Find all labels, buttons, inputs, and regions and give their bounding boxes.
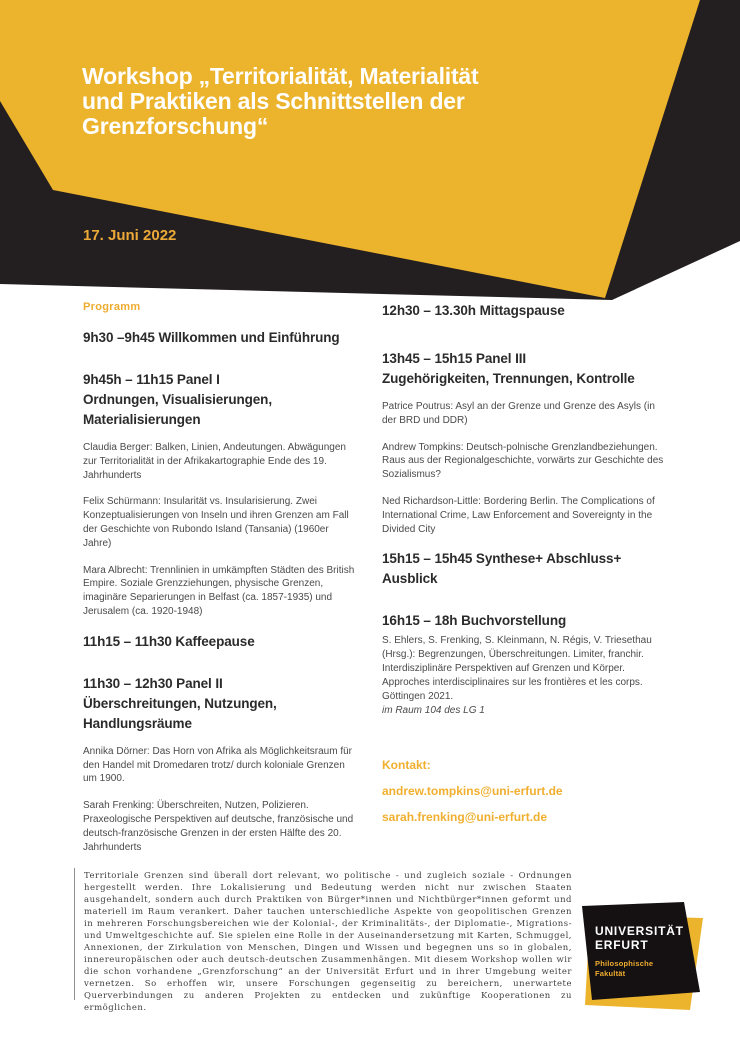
session-panel-1 bbox=[83, 370, 355, 430]
panel-1-topic-2: Materialisierungen bbox=[83, 412, 201, 427]
book-presentation-details: S. Ehlers, S. Frenking, S. Kleinmann, N. Régis, V. Triesethau (Hrsg.): Begrenzungen, Überschreitungen. Limiter, franchir. Interdisziplinäre Perspektiven auf Grenzen und Körper. Approches interdisciplinaires sur les frontières et les corps. Göttingen 2021. bbox=[382, 635, 652, 702]
session-synthese: 15h15 – 15h45 Synthese+ Abschluss+ Ausblick bbox=[382, 551, 622, 587]
program-column-right bbox=[382, 301, 666, 718]
panel-1-topic-1: Ordnungen, Visualisierungen, bbox=[83, 392, 272, 407]
talk-poutrus: Patrice Poutrus: Asyl an der Grenze und Grenze des Asyls (in der BRD und DDR) bbox=[382, 401, 655, 426]
panel-2-time: 11h30 – 12h30 Panel II bbox=[83, 675, 223, 691]
workshop-date: 17. Juni 2022 bbox=[83, 227, 177, 244]
talk-albrecht: Mara Albrecht: Trennlinien in umkämpften Städten des British Empire. Soziale Grenzziehungen, physische Grenzen, imaginäre Separierungen in Belfast (ca. 1857-1935) und Jerusalem (ca. 1920-1948) bbox=[83, 564, 355, 617]
title-line-1: Workshop „Territorialität, Materialität bbox=[82, 63, 479, 89]
session-buchvorstellung: 16h15 – 18h Buchvorstellung bbox=[382, 613, 567, 629]
talk-frenking: Sarah Frenking: Überschreiten, Nutzen, Polizieren. Praxeologische Perspektiven auf deutsche, französische und deutsch-französische Grenzen in der ersten Hälfte des 20. Jahrhunderts bbox=[83, 800, 354, 853]
logo-text bbox=[595, 924, 684, 978]
talk-richardson-little: Ned Richardson-Little: Bordering Berlin. The Complications of International Crime, Law Enforcement and Sovereignty in the Divided City bbox=[382, 495, 655, 535]
panel-2-topic: Überschreitungen, Nutzungen, Handlungsräume bbox=[83, 695, 277, 731]
contact-block bbox=[382, 758, 563, 836]
session-panel-3 bbox=[382, 349, 666, 389]
session-mittagspause: 12h30 – 13.30h Mittagspause bbox=[382, 303, 565, 318]
workshop-title bbox=[82, 64, 527, 139]
title-line-2: und Praktiken als Schnittstellen der bbox=[82, 88, 465, 114]
workshop-description: Territoriale Grenzen sind überall dort relevant, wo politische - und zugleich soziale - Ordnungen hergestellt werden. Ihre Lokalisierung und Bedeutung werden nicht nur zwischen Staaten ausgehandelt, sondern auch durch Praktiken von Bürger*innen und Nichtbürger*innen geformt und materiell im Raum verankert. Daher tauchen unterschiedliche Aspekte von geopolitischen Grenzen in mehreren Forschungsbereichen wie der Kolonial-, der Kriminalitäts-, der Diplomatie-, Migrations- und Umweltgeschichte auf. Sie spielen eine Rolle in der Auseinandersetzung mit Karten, Schmuggel, Annexionen, der Zirkulation von Menschen, Dingen und Wissen und begegnen uns so in globalen, innereuropäischen oder auch deutsch-deutschen Zusammenhängen. Mit diesem Workshop wollen wir die schon vorhandene „Grenzforschung“ an der Universität Erfurt und in ihrer Umgebung weiter vernetzen. So erhoffen wir, unsere Forschungen gegenseitig zu bereichern, unerwartete Querverbindungen zu anderen Projekten zu entdecken und zukünftige Kooperationen zu ermöglichen. bbox=[84, 871, 572, 1013]
program-column-left bbox=[83, 301, 355, 867]
session-welcome: 9h30 –9h45 Willkommen und Einführung bbox=[83, 330, 340, 345]
contact-label: Kontakt: bbox=[382, 758, 431, 772]
title-line-3: Grenzforschung“ bbox=[82, 113, 269, 139]
footer-divider bbox=[74, 868, 75, 1000]
university-erfurt-logo bbox=[573, 898, 713, 1018]
talk-berger: Claudia Berger: Balken, Linien, Andeutungen. Abwägungen zur Territorialität in der Afrikakartographie Ende des 19. Jahrhunderts bbox=[83, 442, 346, 481]
logo-university-line-1: UNIVERSITÄT bbox=[595, 924, 684, 938]
session-kaffeepause: 11h15 – 11h30 Kaffeepause bbox=[83, 633, 255, 649]
contact-email-tompkins[interactable]: andrew.tompkins@uni-erfurt.de bbox=[382, 784, 563, 798]
logo-faculty bbox=[595, 959, 684, 978]
talk-doerner: Annika Dörner: Das Horn von Afrika als Möglichkeitsraum für den Handel mit Dromedaren trotz/ durch koloniale Grenzen um 1900. bbox=[83, 745, 352, 785]
session-panel-2 bbox=[83, 674, 355, 734]
talk-schuermann: Felix Schürmann: Insularität vs. Insularisierung. Zwei Konzeptualisierungen von Inseln und ihren Grenzen am Fall der Geschichte von Rubondo Island (Tansania) (1960er Jahre) bbox=[83, 496, 349, 549]
contact-email-frenking[interactable]: sarah.frenking@uni-erfurt.de bbox=[382, 810, 548, 824]
logo-university-line-2: ERFURT bbox=[595, 938, 649, 952]
logo-faculty-line-1: Philosophische bbox=[595, 959, 654, 968]
panel-1-time: 9h45h – 11h15 Panel I bbox=[83, 372, 220, 387]
panel-3-time: 13h45 – 15h15 Panel III bbox=[382, 351, 527, 366]
program-label: Programm bbox=[83, 301, 141, 313]
room-note: im Raum 104 des LG 1 bbox=[382, 705, 485, 717]
talk-tompkins: Andrew Tompkins: Deutsch-polnische Grenzlandbeziehungen. Raus aus der Regionalgeschichte, vorwärts zur Geschichte des Sozialismus? bbox=[382, 441, 664, 481]
panel-3-topic: Zugehörigkeiten, Trennungen, Kontrolle bbox=[382, 371, 635, 386]
logo-faculty-line-2: Fakultät bbox=[595, 968, 626, 978]
